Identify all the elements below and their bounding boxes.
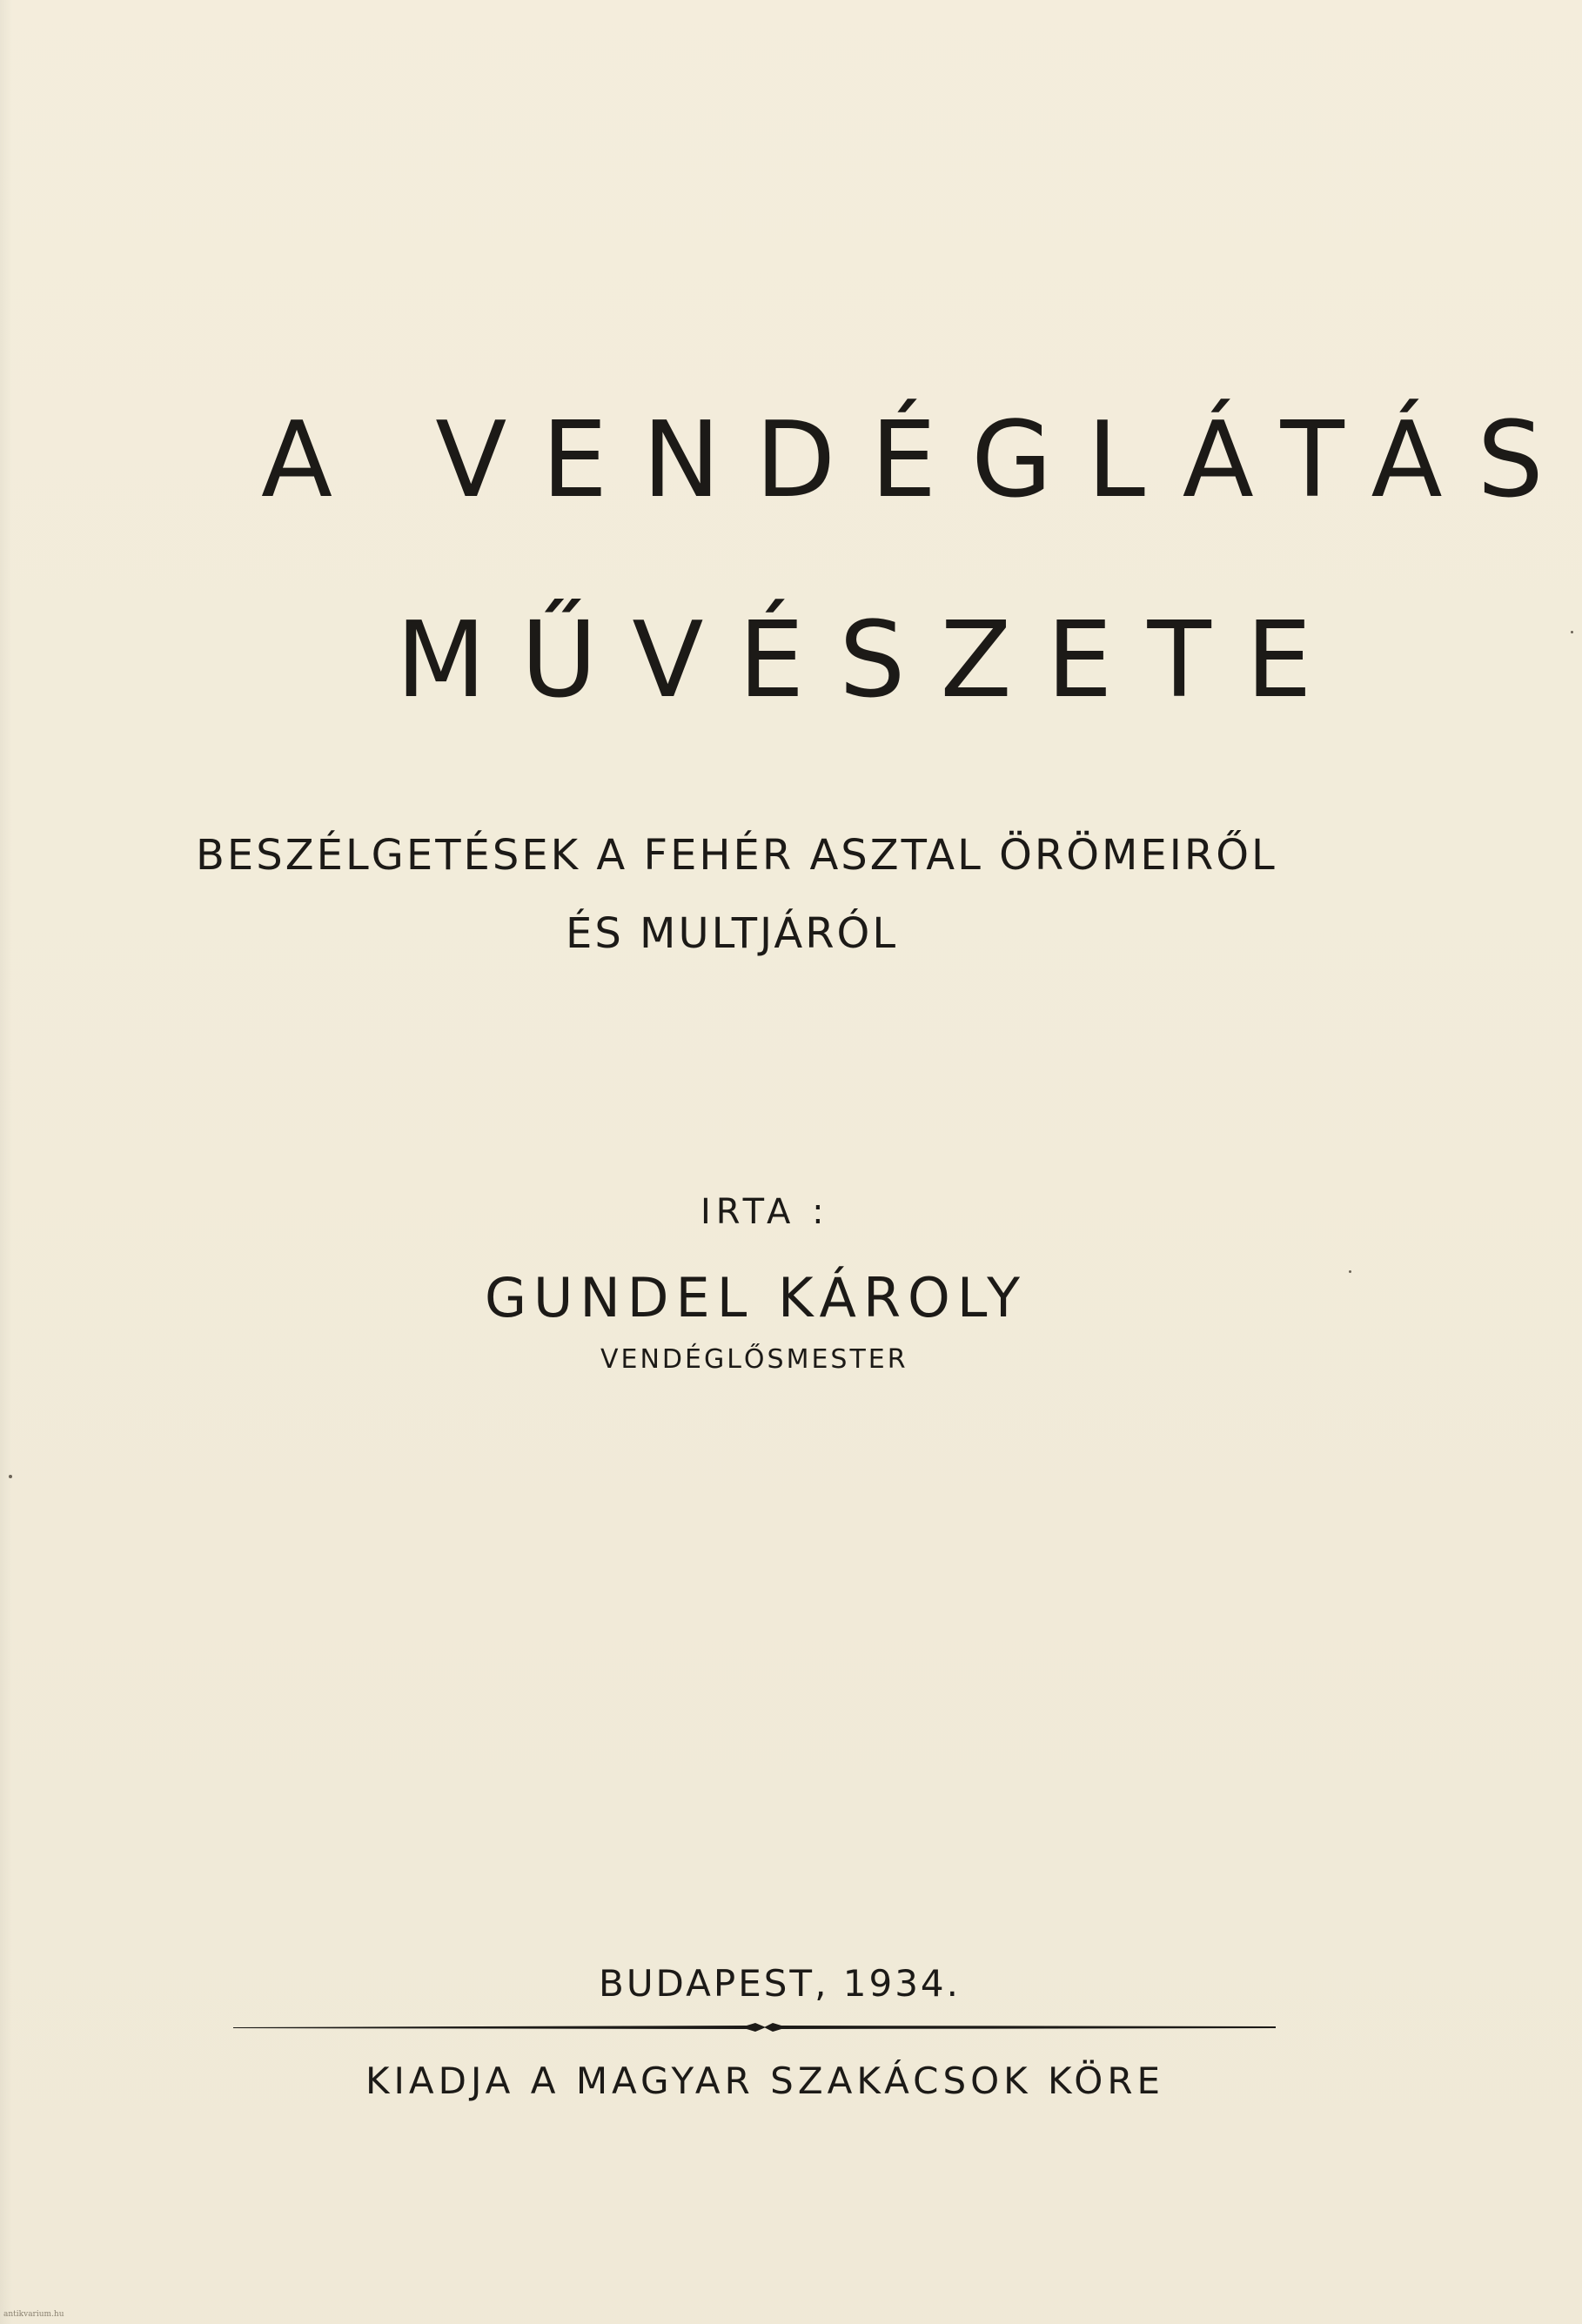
paper-speck	[1349, 1270, 1351, 1273]
subtitle-line-1: BESZÉLGETÉSEK A FEHÉR ASZTAL ÖRÖMEIRŐL	[196, 831, 1277, 880]
publisher: KIADJA A MAGYAR SZAKÁCSOK KÖRE	[365, 2059, 1165, 2102]
book-title-line-2: MŰVÉSZETE	[396, 600, 1347, 721]
paper-speck	[9, 1475, 12, 1478]
place-and-year: BUDAPEST, 1934.	[599, 1962, 962, 2005]
author-title: VENDÉGLŐSMESTER	[600, 1344, 908, 1375]
author-name: GUNDEL KÁROLY	[485, 1266, 1028, 1329]
subtitle-line-2: ÉS MULTJÁRÓL	[566, 909, 899, 958]
watermark-text: antikvarium.hu	[3, 2310, 64, 2319]
book-title-line-1: A VENDÉGLÁTÁS	[261, 400, 1579, 521]
ornamental-rule	[233, 2022, 1276, 2033]
author-label: IRTA :	[701, 1192, 829, 1232]
paper-speck	[1571, 631, 1573, 633]
